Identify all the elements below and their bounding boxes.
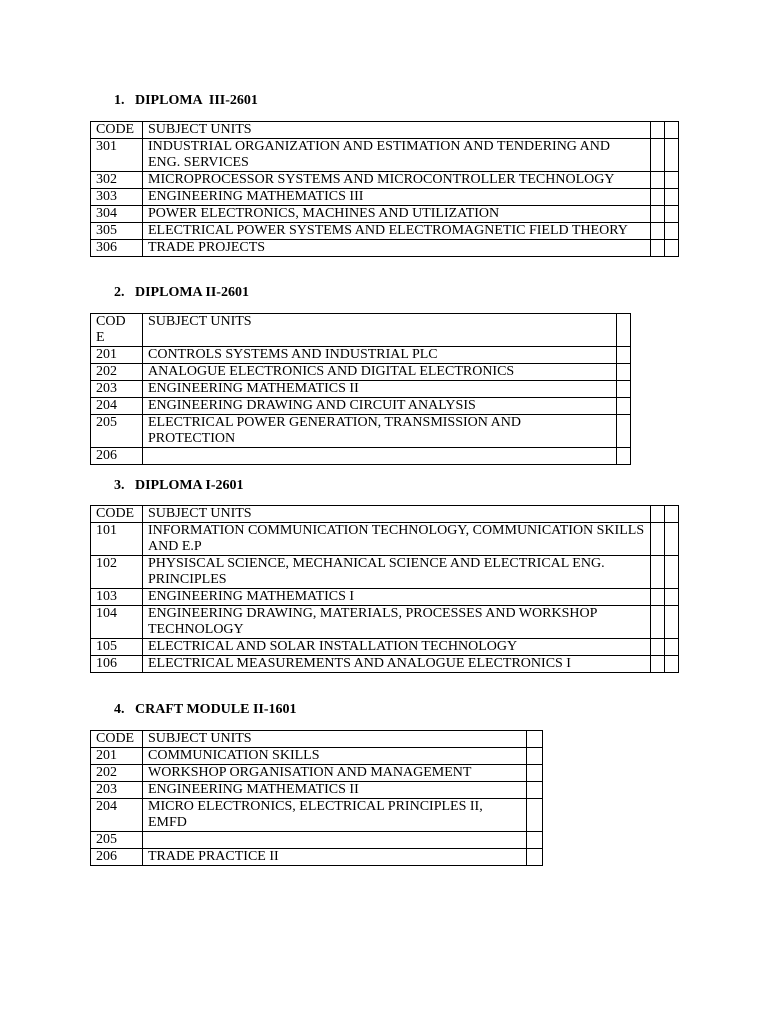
blank-cell: [527, 832, 543, 849]
blank-cell: [651, 639, 665, 656]
section-number: 3.: [114, 478, 125, 493]
blank-cell: [665, 606, 679, 639]
row-subject: ELECTRICAL MEASUREMENTS AND ANALOGUE ELECTRONICS I: [143, 656, 651, 673]
blank-cell: [665, 223, 679, 240]
table-row: [91, 381, 631, 398]
section-1-heading: [114, 93, 258, 109]
blank-cell: [665, 589, 679, 606]
blank-cell: [617, 415, 631, 448]
table-row: [91, 849, 543, 866]
table-row: [91, 347, 631, 364]
row-code: 303: [91, 189, 143, 206]
blank-cell: [617, 381, 631, 398]
blank-cell: [617, 314, 631, 347]
blank-cell: [651, 556, 665, 589]
row-subject: ENGINEERING MATHEMATICS I: [143, 589, 651, 606]
table-row: [91, 172, 679, 189]
table-row: [91, 139, 679, 172]
row-code: 205: [91, 832, 143, 849]
blank-cell: [617, 347, 631, 364]
row-code: 302: [91, 172, 143, 189]
blank-cell: [651, 189, 665, 206]
row-code: 304: [91, 206, 143, 223]
row-subject: ELECTRICAL POWER GENERATION, TRANSMISSION AND PROTECTION: [143, 415, 617, 448]
row-code: 202: [91, 364, 143, 381]
blank-cell: [651, 240, 665, 257]
row-code: 104: [91, 606, 143, 639]
blank-cell: [651, 606, 665, 639]
row-code: 206: [91, 849, 143, 866]
row-code: 105: [91, 639, 143, 656]
blank-cell: [665, 206, 679, 223]
section-title: DIPLOMA I-2601: [135, 478, 244, 493]
header-code: CODE: [91, 506, 143, 523]
row-code: 305: [91, 223, 143, 240]
blank-cell: [651, 523, 665, 556]
section-title: DIPLOMA II-2601: [135, 285, 249, 300]
blank-cell: [665, 523, 679, 556]
blank-cell: [665, 172, 679, 189]
blank-cell: [527, 782, 543, 799]
header-code: COD E: [91, 314, 143, 347]
blank-cell: [651, 656, 665, 673]
row-subject: ENGINEERING DRAWING AND CIRCUIT ANALYSIS: [143, 398, 617, 415]
table-header-row: [91, 506, 679, 523]
row-code: 203: [91, 381, 143, 398]
section-4-table: [90, 730, 543, 866]
row-subject: PHYSISCAL SCIENCE, MECHANICAL SCIENCE AND ELECTRICAL ENG. PRINCIPLES: [143, 556, 651, 589]
table-row: [91, 364, 631, 381]
row-subject: ENGINEERING MATHEMATICS II: [143, 381, 617, 398]
row-code: 204: [91, 799, 143, 832]
table-row: [91, 398, 631, 415]
table-row: [91, 240, 679, 257]
section-number: 1.: [114, 93, 125, 108]
row-subject: ENGINEERING DRAWING, MATERIALS, PROCESSES AND WORKSHOP TECHNOLOGY: [143, 606, 651, 639]
row-subject: ENGINEERING MATHEMATICS II: [143, 782, 527, 799]
row-code: 106: [91, 656, 143, 673]
row-subject: [143, 832, 527, 849]
row-code: 206: [91, 448, 143, 465]
row-subject: ENGINEERING MATHEMATICS III: [143, 189, 651, 206]
blank-cell: [651, 206, 665, 223]
row-code: 202: [91, 765, 143, 782]
header-subject: SUBJECT UNITS: [143, 122, 651, 139]
table-row: [91, 656, 679, 673]
row-code: 306: [91, 240, 143, 257]
row-subject: COMMUNICATION SKILLS: [143, 748, 527, 765]
row-subject: WORKSHOP ORGANISATION AND MANAGEMENT: [143, 765, 527, 782]
blank-cell: [665, 556, 679, 589]
blank-cell: [527, 748, 543, 765]
section-2-heading: [114, 285, 249, 301]
header-subject: SUBJECT UNITS: [143, 506, 651, 523]
row-code: 205: [91, 415, 143, 448]
table-header-row: [91, 314, 631, 347]
row-subject: MICROPROCESSOR SYSTEMS AND MICROCONTROLLER TECHNOLOGY: [143, 172, 651, 189]
blank-cell: [527, 799, 543, 832]
header-code: CODE: [91, 122, 143, 139]
table-row: [91, 799, 543, 832]
table-row: [91, 448, 631, 465]
blank-cell: [651, 122, 665, 139]
row-subject: INFORMATION COMMUNICATION TECHNOLOGY, COMMUNICATION SKILLS AND E.P: [143, 523, 651, 556]
row-subject: CONTROLS SYSTEMS AND INDUSTRIAL PLC: [143, 347, 617, 364]
row-subject: POWER ELECTRONICS, MACHINES AND UTILIZATION: [143, 206, 651, 223]
table-row: [91, 782, 543, 799]
table-row: [91, 832, 543, 849]
table-row: [91, 606, 679, 639]
row-subject: ELECTRICAL POWER SYSTEMS AND ELECTROMAGNETIC FIELD THEORY: [143, 223, 651, 240]
blank-cell: [651, 139, 665, 172]
section-3-heading: [114, 478, 244, 494]
blank-cell: [527, 849, 543, 866]
row-code: 201: [91, 748, 143, 765]
blank-cell: [665, 189, 679, 206]
section-number: 2.: [114, 285, 125, 300]
row-code: 301: [91, 139, 143, 172]
blank-cell: [665, 506, 679, 523]
blank-cell: [651, 223, 665, 240]
table-header-row: [91, 731, 543, 748]
header-subject: SUBJECT UNITS: [143, 731, 527, 748]
blank-cell: [665, 656, 679, 673]
section-1-table: [90, 121, 679, 257]
blank-cell: [617, 398, 631, 415]
row-subject: [143, 448, 617, 465]
header-subject: SUBJECT UNITS: [143, 314, 617, 347]
row-code: 103: [91, 589, 143, 606]
row-subject: TRADE PROJECTS: [143, 240, 651, 257]
row-code: 201: [91, 347, 143, 364]
blank-cell: [651, 589, 665, 606]
section-3-table: [90, 505, 679, 673]
table-row: [91, 765, 543, 782]
blank-cell: [665, 639, 679, 656]
table-row: [91, 206, 679, 223]
row-subject: INDUSTRIAL ORGANIZATION AND ESTIMATION AND TENDERING AND ENG. SERVICES: [143, 139, 651, 172]
section-number: 4.: [114, 702, 125, 717]
table-row: [91, 639, 679, 656]
row-code: 204: [91, 398, 143, 415]
blank-cell: [527, 731, 543, 748]
table-row: [91, 556, 679, 589]
blank-cell: [665, 139, 679, 172]
table-row: [91, 415, 631, 448]
row-subject: TRADE PRACTICE II: [143, 849, 527, 866]
row-subject: ANALOGUE ELECTRONICS AND DIGITAL ELECTRONICS: [143, 364, 617, 381]
table-row: [91, 223, 679, 240]
table-row: [91, 589, 679, 606]
table-row: [91, 189, 679, 206]
row-code: 101: [91, 523, 143, 556]
blank-cell: [617, 448, 631, 465]
row-code: 102: [91, 556, 143, 589]
blank-cell: [527, 765, 543, 782]
section-title: CRAFT MODULE II-1601: [135, 702, 297, 717]
header-code: CODE: [91, 731, 143, 748]
blank-cell: [651, 172, 665, 189]
blank-cell: [617, 364, 631, 381]
blank-cell: [665, 240, 679, 257]
blank-cell: [665, 122, 679, 139]
table-header-row: [91, 122, 679, 139]
row-subject: MICRO ELECTRONICS, ELECTRICAL PRINCIPLES II, EMFD: [143, 799, 527, 832]
section-title: DIPLOMA III-2601: [135, 93, 258, 108]
table-row: [91, 523, 679, 556]
blank-cell: [651, 506, 665, 523]
row-code: 203: [91, 782, 143, 799]
section-2-table: [90, 313, 631, 465]
row-subject: ELECTRICAL AND SOLAR INSTALLATION TECHNOLOGY: [143, 639, 651, 656]
table-row: [91, 748, 543, 765]
section-4-heading: [114, 702, 297, 718]
